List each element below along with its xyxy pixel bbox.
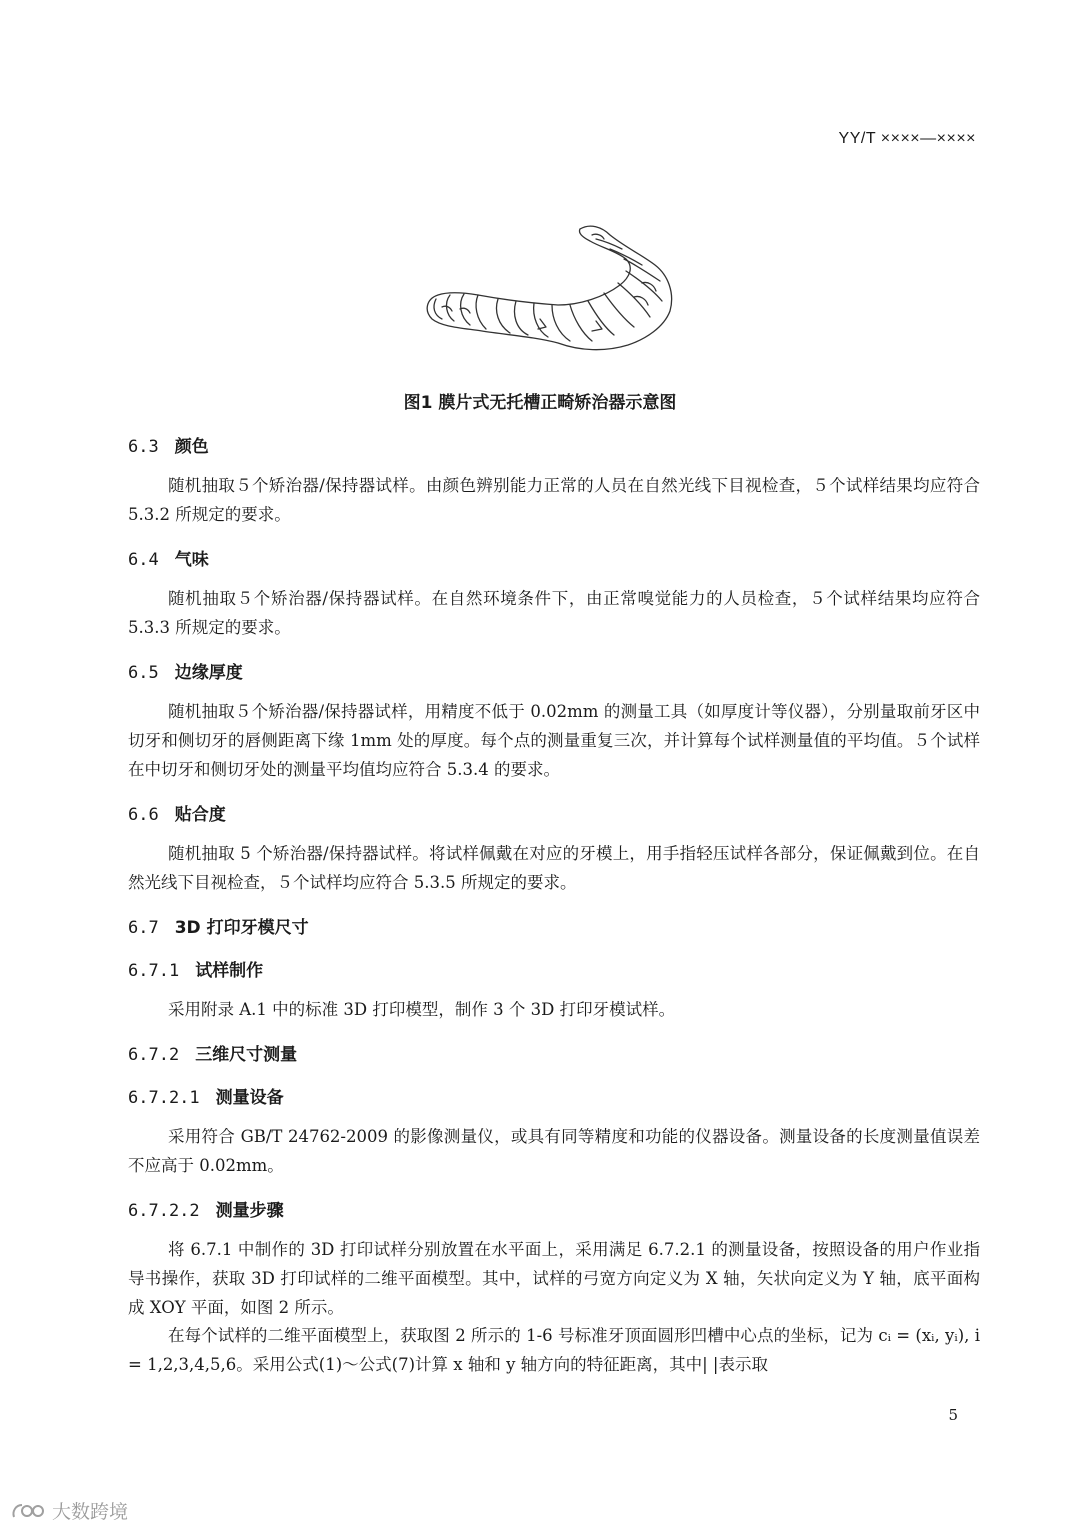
section-number: 6.3 (128, 437, 159, 457)
section-title: 3D 打印牙模尺寸 (174, 918, 309, 938)
section-title: 边缘厚度 (174, 663, 243, 683)
page-number: 5 (948, 1406, 958, 1424)
section-body-6-7-2-1: 采用符合 GB/T 24762-2009 的影像测量仪，或具有同等精度和功能的仪器设备。测量设备的长度测量值误差不应高于 0.02mm。 (128, 1127, 980, 1175)
section-heading-6-7-2-1 (128, 1083, 284, 1108)
section-body-6-7-2-2: 将 6.7.1 中制作的 3D 打印试样分别放置在水平面上，采用满足 6.7.2.1 的测量设备，按照设备的用户作业指导书操作，获取 3D 打印试样的二维平面模型。其中，试样的弓宽方向定义为 X 轴，矢状向定义为 Y 轴，底平面构成 XOY 平面，如图 2 所示。 (128, 1240, 980, 1317)
section-number: 6.5 (128, 663, 159, 683)
section-number: 6.7.2.1 (128, 1088, 200, 1108)
section-title: 测量设备 (215, 1088, 284, 1108)
section-number: 6.7.1 (128, 961, 180, 981)
figure-caption: 图1 膜片式无托槽正畸矫治器示意图 (403, 393, 677, 413)
section-number: 6.6 (128, 805, 159, 825)
watermark-text: 大数跨境 (52, 1501, 129, 1523)
section-title: 贴合度 (174, 805, 226, 825)
section-title: 气味 (174, 550, 209, 570)
standard-code: YY/T ××××—×××× (838, 130, 976, 147)
aligner-illustration (420, 215, 682, 365)
section-body-6-6: 随机抽取 5 个矫治器/保持器试样。将试样佩戴在对应的牙模上，用手指轻压试样各部分，保证佩戴到位。在自然光线下目视检查，５个试样均应符合 5.3.5 所规定的要求。 (128, 844, 980, 892)
section-number: 6.7 (128, 918, 159, 938)
section-heading-6-7 (128, 913, 309, 938)
section-title: 测量步骤 (215, 1201, 284, 1221)
section-body-6-7-1: 采用附录 A.1 中的标准 3D 打印模型，制作 3 个 3D 打印牙模试样。 (168, 1000, 676, 1019)
section-body-6-7-2-2-continued: 在每个试样的二维平面模型上，获取图 2 所示的 1-6 号标准牙顶面圆形凹槽中心点的坐标，记为 cᵢ = (xᵢ, yᵢ), i = 1,2,3,4,5,6。采用公式(1)～公式(7)计算 x 轴和 y 轴方向的特征距离，其中| |表示取 (128, 1326, 980, 1374)
section-title: 试样制作 (195, 961, 264, 981)
watermark (10, 1497, 128, 1524)
section-body-6-4: 随机抽取５个矫治器/保持器试样。在自然环境条件下，由正常嗅觉能力的人员检查，５个试样结果均应符合 5.3.3 所规定的要求。 (128, 589, 980, 637)
watermark-logo-icon (10, 1501, 46, 1521)
section-body-6-5: 随机抽取５个矫治器/保持器试样，用精度不低于 0.02mm 的测量工具（如厚度计等仪器），分别量取前牙区中切牙和侧切牙的唇侧距离下缘 1mm 处的厚度。每个点的测量重复三次，并计算每个试样测量值的平均值。５个试样在中切牙和侧切牙处的测量平均值均应符合 5.3.4 的要求。 (128, 702, 980, 779)
section-body-6-3: 随机抽取５个矫治器/保持器试样。由颜色辨别能力正常的人员在自然光线下目视检查，５个试样结果均应符合 5.3.2 所规定的要求。 (128, 476, 980, 524)
section-heading-6-6 (128, 800, 226, 825)
section-heading-6-3 (128, 432, 209, 457)
section-heading-6-5 (128, 658, 243, 683)
section-number: 6.7.2 (128, 1045, 180, 1065)
section-number: 6.7.2.2 (128, 1201, 200, 1221)
section-heading-6-4 (128, 545, 209, 570)
section-heading-6-7-2-2 (128, 1196, 284, 1221)
section-title: 颜色 (174, 437, 209, 457)
section-heading-6-7-1 (128, 956, 263, 981)
section-heading-6-7-2 (128, 1040, 297, 1065)
section-number: 6.4 (128, 550, 159, 570)
section-title: 三维尺寸测量 (195, 1045, 298, 1065)
